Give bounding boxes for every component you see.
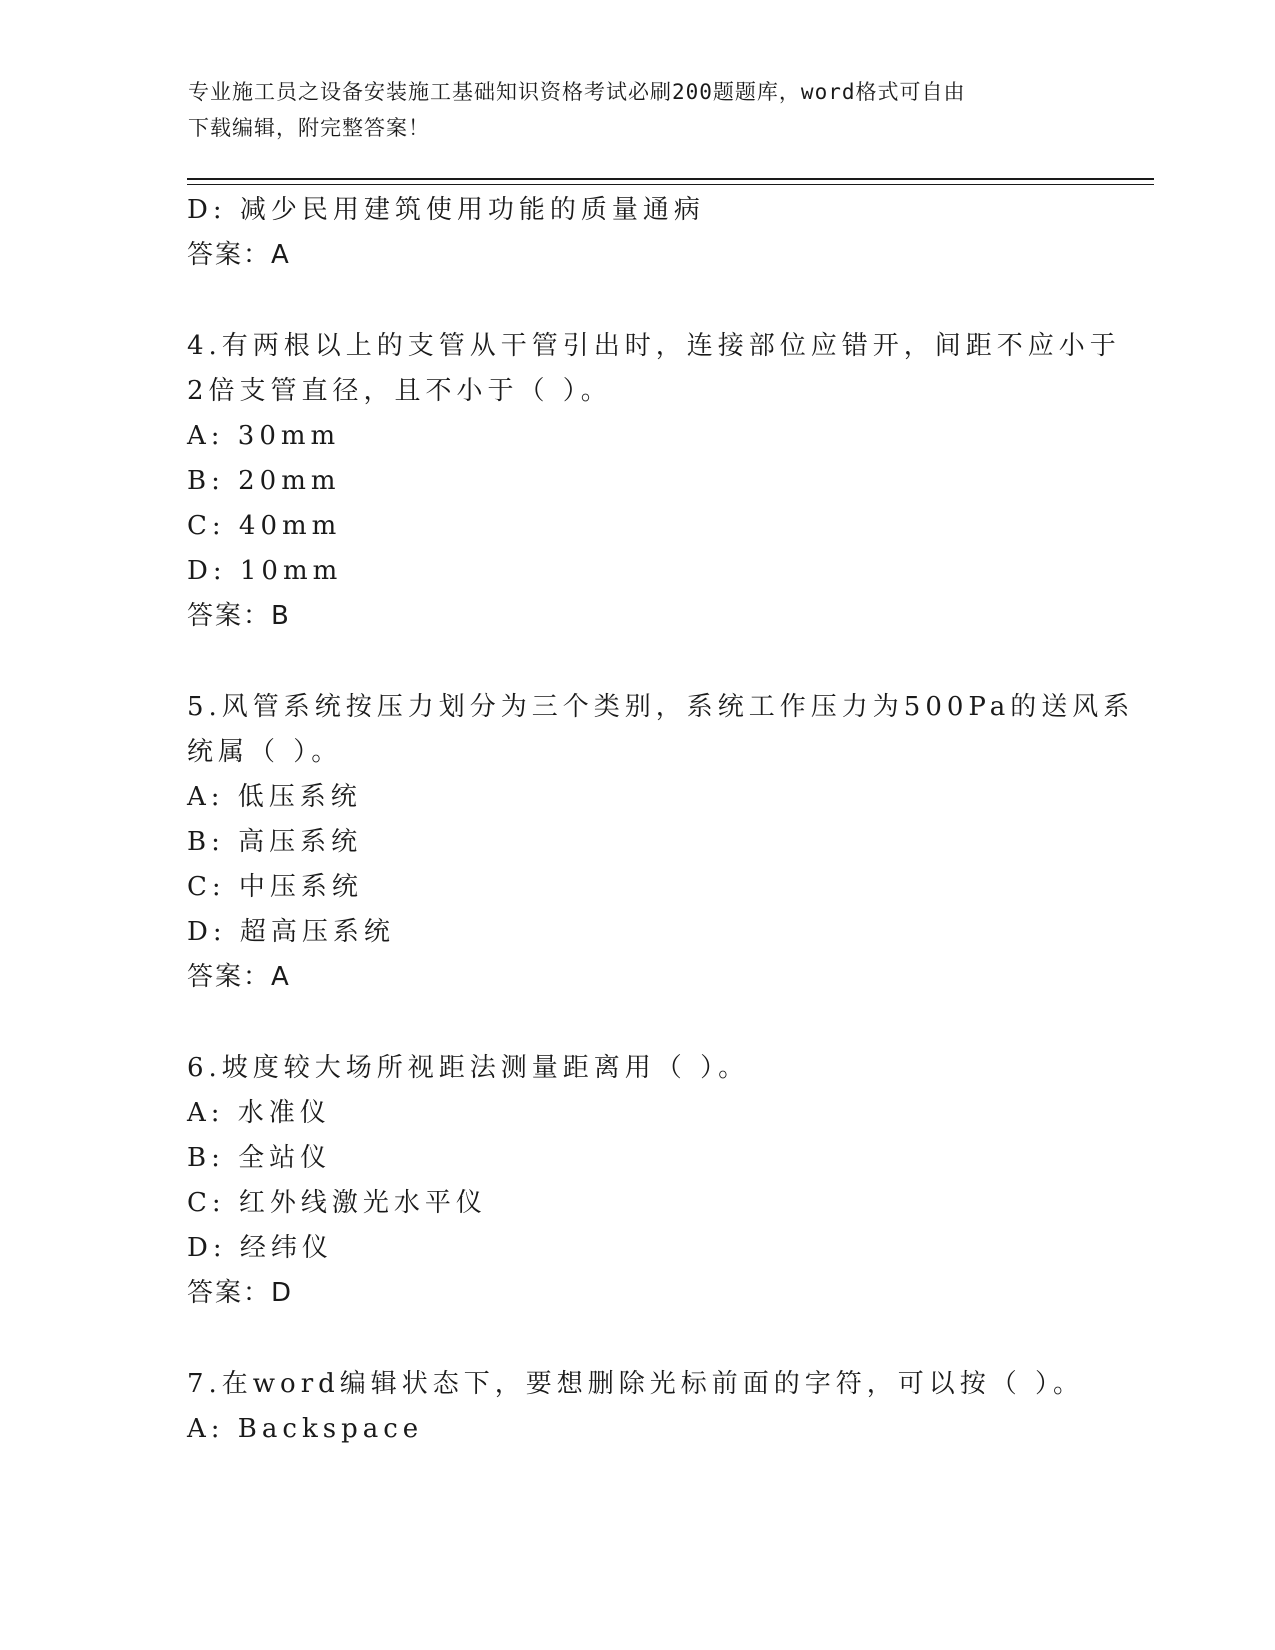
- q5-option-a: A: 低压系统: [187, 782, 362, 812]
- q5-option-c: C: 中压系统: [187, 872, 363, 902]
- q5-stem-line-2: 统属（ ）。: [187, 737, 343, 767]
- q6-option-b: B: 全站仪: [187, 1143, 332, 1173]
- q5-stem-line-1: 5.风管系统按压力划分为三个类别，系统工作压力为500Pa的送风系: [187, 692, 1135, 722]
- header-line-2: 下载编辑，附完整答案！: [188, 116, 430, 140]
- q4-stem-line-1: 4.有两根以上的支管从干管引出时，连接部位应错开，间距不应小于: [187, 331, 1121, 361]
- q4-option-b: B: 20mm: [187, 466, 341, 496]
- q5-answer: 答案：A: [187, 962, 291, 992]
- header-divider-thick: [187, 178, 1154, 180]
- q3-option-d: D: 减少民用建筑使用功能的质量通病: [187, 195, 705, 225]
- q4-option-a: A: 30mm: [187, 421, 341, 451]
- q4-stem-line-2: 2倍支管直径，且不小于（ ）。: [187, 376, 612, 406]
- document-header: [188, 74, 1068, 146]
- q7-option-a: A: Backspace: [187, 1414, 424, 1444]
- q6-option-a: A: 水准仪: [187, 1098, 331, 1128]
- q4-option-d: D: 10mm: [187, 556, 343, 586]
- q6-option-d: D: 经纬仪: [187, 1233, 333, 1263]
- header-line-1: 专业施工员之设备安装施工基础知识资格考试必刷200题题库，word格式可自由: [188, 80, 966, 104]
- q4-option-c: C: 40mm: [187, 511, 342, 541]
- q7-stem: 7.在word编辑状态下，要想删除光标前面的字符，可以按（ ）。: [187, 1369, 1085, 1399]
- q4-answer: 答案：B: [187, 601, 291, 631]
- q5-option-d: D: 超高压系统: [187, 917, 395, 947]
- q5-option-b: B: 高压系统: [187, 827, 363, 857]
- q6-answer: 答案：D: [187, 1278, 294, 1308]
- q6-stem: 6.坡度较大场所视距法测量距离用（ ）。: [187, 1053, 750, 1083]
- q6-option-c: C: 红外线激光水平仪: [187, 1188, 487, 1218]
- q3-answer: 答案：A: [187, 240, 291, 270]
- header-divider-thin: [187, 184, 1154, 185]
